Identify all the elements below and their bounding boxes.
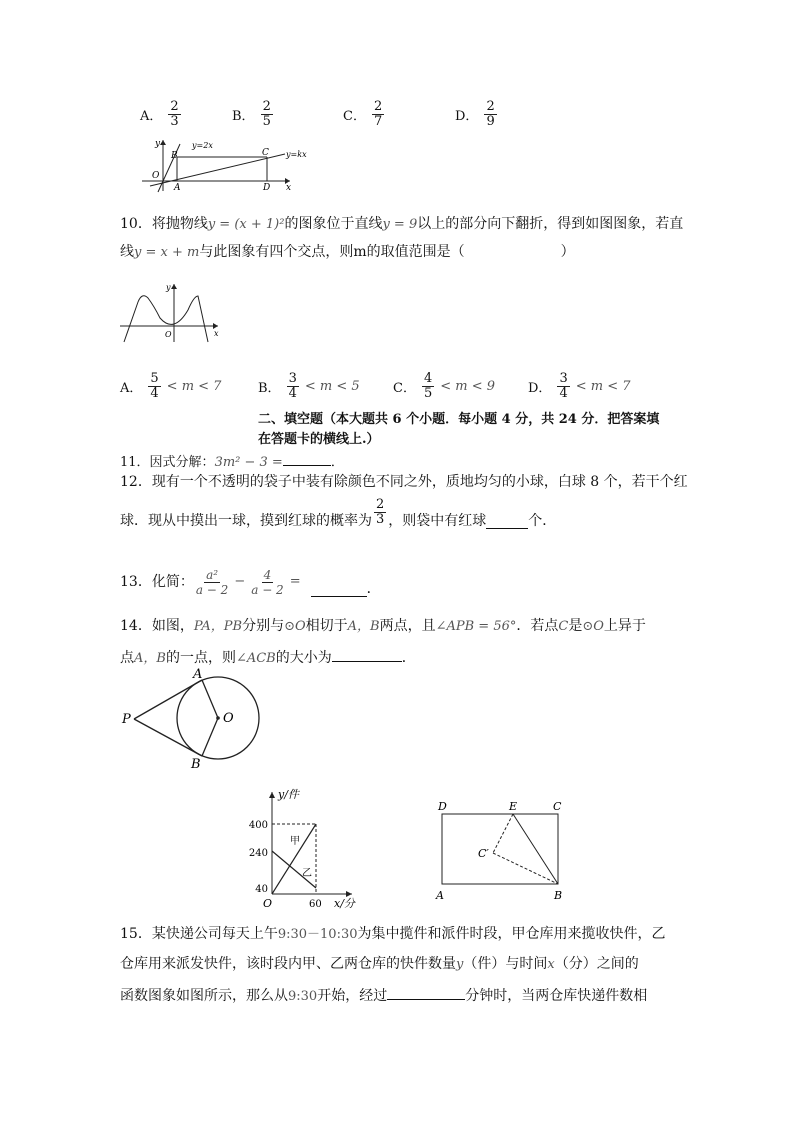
svg-text:O: O <box>152 171 160 181</box>
svg-text:D: D <box>438 800 447 813</box>
q10-option-a: A． $\frac{5}{4}$ < m < 7 <box>120 371 222 401</box>
svg-text:B: B <box>191 757 201 772</box>
q11: 11．因式分解：3m² − 3 = ． <box>120 451 344 472</box>
q9-figure <box>140 136 307 194</box>
q10-line2: 线y = x + m与此图象有四个交点，则m的取值范围是（ ） <box>120 244 575 260</box>
svg-text:B: B <box>554 889 563 902</box>
q10-option-b: B． $\frac{3}{4}$ < m < 5 <box>258 371 360 401</box>
svg-text:y: y <box>155 139 161 149</box>
q9-option-c: C． $\frac{2}{7}$ <box>343 99 383 129</box>
q10-option-c: C． $\frac{4}{5}$ < m < 9 <box>393 371 496 401</box>
svg-text:A: A <box>193 667 203 682</box>
svg-text:O: O <box>165 330 172 339</box>
svg-text:60: 60 <box>309 899 322 910</box>
q12-answer-blank <box>486 514 528 529</box>
q10-figure <box>118 282 222 344</box>
svg-text:乙: 乙 <box>302 868 312 879</box>
svg-text:C′: C′ <box>478 847 489 860</box>
svg-text:x: x <box>286 183 292 193</box>
q14-line1: 14．如图，PA，PB分别与⊙O相切于A，B两点，且∠APB = 56°．若点C是⊙O上异于 <box>120 618 646 634</box>
svg-text:40: 40 <box>255 884 268 895</box>
section2-heading-line1: 二、填空题（本大题共 6 个小题．每小题 4 分，共 24 分．把答案填 <box>258 412 660 427</box>
q9-option-a: A． $\frac{2}{3}$ <box>140 99 179 129</box>
svg-text:y=kx: y=kx <box>286 150 307 159</box>
q15-line3: 函数图象如图所示，那么从9:30开始，经过 分钟时，当两仓库快递件数相 <box>120 985 647 1006</box>
q15-answer-blank <box>387 985 465 1000</box>
q11-answer-blank <box>283 451 331 466</box>
svg-text:B: B <box>171 151 178 161</box>
svg-text:400: 400 <box>248 820 268 831</box>
svg-text:C: C <box>553 800 562 813</box>
q10-line1: 10．将抛物线y = (x + 1)²的图象位于直线y = 9以上的部分向下翻折，得到如图图象，若直 <box>120 216 684 232</box>
svg-text:甲: 甲 <box>290 836 300 847</box>
q14-line2: 点A，B的一点，则∠ACB的大小为 ． <box>120 647 416 668</box>
q15-graph <box>246 788 366 914</box>
q9-option-d: D． $\frac{2}{9}$ <box>455 99 495 129</box>
q10-option-d: D． $\frac{3}{4}$ < m < 7 <box>528 371 631 401</box>
svg-text:x/分: x/分 <box>334 897 355 910</box>
svg-text:A: A <box>174 183 181 193</box>
svg-text:y/件: y/件 <box>278 788 299 801</box>
q12-line1: 12．现有一个不透明的袋子中装有除颜色不同之外，质地均匀的小球，白球 8 个，若干个红 <box>120 474 688 490</box>
q13: 13． 化简： $\frac{\text{a²}}{a - 2}$ − $\frac{4}{a - 2}$ = ． <box>120 567 381 597</box>
svg-text:240: 240 <box>248 848 268 859</box>
svg-text:O: O <box>263 897 273 910</box>
q13-answer-blank <box>311 582 367 597</box>
svg-text:C: C <box>262 148 269 158</box>
q9-option-b: B． $\frac{2}{5}$ <box>232 99 271 129</box>
svg-text:y: y <box>166 283 171 292</box>
q14-answer-blank <box>332 647 402 662</box>
svg-text:y=2x: y=2x <box>192 141 213 150</box>
svg-text:A: A <box>436 889 444 902</box>
q12-line2: 球．现从中摸出一球，摸到红球的概率为 $\frac{2}{3}$ ，则袋中有红球 个． <box>120 496 557 529</box>
svg-text:O: O <box>223 711 234 726</box>
q14-figure <box>118 666 268 774</box>
svg-text:x: x <box>214 329 219 338</box>
q15-line1: 15．某快递公司每天上午9:30－10:30为集中揽件和派件时段，甲仓库用来揽收快件，乙 <box>120 926 666 942</box>
svg-text:E: E <box>509 800 518 813</box>
svg-text:P: P <box>122 712 131 727</box>
q15-line2: 仓库用来派发快件，该时段内甲、乙两仓库的快件数量y（件）与时间x（分）之间的 <box>120 956 639 972</box>
svg-text:D: D <box>263 183 271 193</box>
section2-heading-line2: 在答题卡的横线上.） <box>258 432 380 447</box>
rect-figure <box>434 798 574 906</box>
